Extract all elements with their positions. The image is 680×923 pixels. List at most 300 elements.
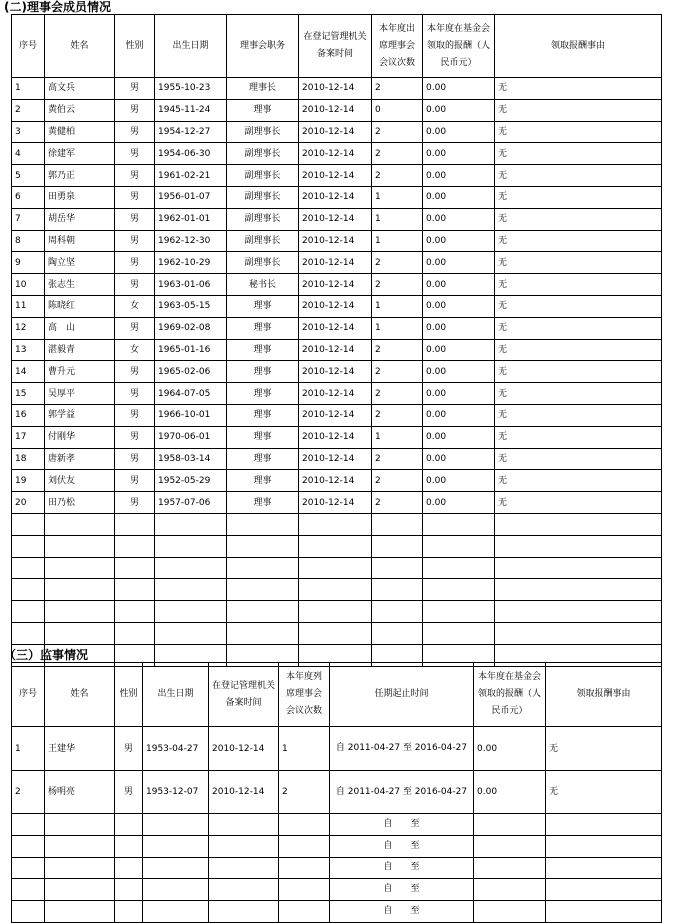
table-cell: [45, 622, 115, 644]
table-cell: 高 山: [45, 317, 115, 339]
table-cell: 8: [12, 230, 45, 252]
table-cell: 7: [12, 208, 45, 230]
table-row: [12, 99, 662, 121]
table-cell: [12, 557, 45, 579]
table-cell: 2: [372, 252, 423, 274]
table-cell: 理事: [227, 404, 299, 426]
table-cell: 陶立坚: [45, 252, 115, 274]
table-cell: [227, 601, 299, 623]
table-cell: 1: [372, 317, 423, 339]
table-cell: 1945-11-24: [155, 99, 227, 121]
table-cell: 男: [115, 121, 155, 143]
table-cell: 田乃松: [45, 492, 115, 514]
table-cell: [45, 557, 115, 579]
table-cell: [423, 622, 495, 644]
table-cell: [115, 879, 143, 901]
table-cell: 0: [372, 99, 423, 121]
table-cell: 理事: [227, 317, 299, 339]
table-cell: 2010-12-14: [299, 492, 372, 514]
table-cell: [279, 879, 330, 901]
table-cell: 陈晓红: [45, 295, 115, 317]
table-cell: [45, 535, 115, 557]
table-cell: 2: [372, 470, 423, 492]
table-cell: [279, 814, 330, 836]
table-header-row: [12, 663, 662, 727]
table-cell: [474, 901, 546, 923]
table-cell: [155, 601, 227, 623]
table-cell: 0.00: [423, 492, 495, 514]
table-cell: 无: [495, 361, 662, 383]
table-cell: [45, 901, 115, 923]
table-cell: 自 2011-04-27 至 2016-04-27: [330, 771, 474, 814]
table-cell: 2010-12-14: [299, 208, 372, 230]
table-cell: 男: [115, 230, 155, 252]
table-cell: 4: [12, 143, 45, 165]
table-cell: 2: [372, 165, 423, 187]
table-row: [12, 814, 662, 836]
supervisor-section-title: （三）监事情况: [4, 648, 89, 662]
table-cell: [12, 835, 45, 857]
column-header: 在登记管理机关备案时间: [209, 663, 279, 727]
table-cell: [143, 835, 209, 857]
table-cell: 理事: [227, 470, 299, 492]
table-cell: [115, 857, 143, 879]
table-cell: [495, 601, 662, 623]
table-cell: 男: [115, 771, 143, 814]
table-cell: 15: [12, 383, 45, 405]
table-cell: 2010-12-14: [299, 252, 372, 274]
table-cell: [209, 879, 279, 901]
table-cell: 1: [372, 186, 423, 208]
table-cell: 2: [12, 771, 45, 814]
table-cell: 9: [12, 252, 45, 274]
table-cell: 男: [115, 78, 155, 100]
table-cell: 自 至: [330, 901, 474, 923]
table-row: [12, 186, 662, 208]
table-cell: [423, 601, 495, 623]
table-header-row: [12, 15, 662, 78]
table-cell: 1963-05-15: [155, 295, 227, 317]
table-cell: 2010-12-14: [299, 383, 372, 405]
table-cell: 男: [115, 492, 155, 514]
table-cell: 0.00: [423, 383, 495, 405]
table-cell: [115, 901, 143, 923]
table-cell: 男: [115, 404, 155, 426]
table-cell: 1962-12-30: [155, 230, 227, 252]
table-cell: [115, 579, 155, 601]
table-cell: [143, 857, 209, 879]
table-cell: [474, 835, 546, 857]
table-cell: 1965-02-06: [155, 361, 227, 383]
table-cell: [299, 579, 372, 601]
table-cell: [495, 557, 662, 579]
table-cell: 副理事长: [227, 143, 299, 165]
table-cell: 2: [372, 448, 423, 470]
table-cell: 副理事长: [227, 186, 299, 208]
table-cell: 2: [372, 78, 423, 100]
table-cell: 2010-12-14: [299, 404, 372, 426]
table-row: [12, 426, 662, 448]
column-header: 序号: [12, 663, 45, 727]
table-cell: 18: [12, 448, 45, 470]
table-cell: 0.00: [423, 208, 495, 230]
supervisors-table: [11, 662, 662, 923]
table-cell: 无: [495, 99, 662, 121]
table-cell: 男: [115, 727, 143, 771]
table-cell: [546, 901, 662, 923]
table-cell: [115, 601, 155, 623]
table-cell: 无: [495, 448, 662, 470]
table-cell: [299, 535, 372, 557]
table-cell: 理事: [227, 383, 299, 405]
table-cell: [115, 814, 143, 836]
table-cell: [227, 513, 299, 535]
table-cell: [546, 879, 662, 901]
table-row: [12, 208, 662, 230]
table-cell: 黄健柏: [45, 121, 115, 143]
table-cell: 0.00: [423, 186, 495, 208]
table-cell: [227, 579, 299, 601]
table-cell: 2010-12-14: [299, 186, 372, 208]
table-cell: 胡岳华: [45, 208, 115, 230]
table-cell: 13: [12, 339, 45, 361]
table-cell: [12, 513, 45, 535]
table-cell: 周科朝: [45, 230, 115, 252]
table-cell: [546, 835, 662, 857]
table-cell: 0.00: [423, 121, 495, 143]
table-cell: [227, 535, 299, 557]
table-row: [12, 230, 662, 252]
table-cell: 10: [12, 274, 45, 296]
table-cell: 1964-07-05: [155, 383, 227, 405]
table-cell: 无: [495, 143, 662, 165]
table-cell: [372, 535, 423, 557]
table-cell: 2010-12-14: [209, 771, 279, 814]
table-cell: 副理事长: [227, 165, 299, 187]
table-cell: 湛毅青: [45, 339, 115, 361]
table-cell: 1957-07-06: [155, 492, 227, 514]
board-section-title: (二)理事会成员情况: [4, 0, 111, 14]
table-cell: 男: [115, 165, 155, 187]
table-cell: 自 至: [330, 835, 474, 857]
table-cell: 理事长: [227, 78, 299, 100]
table-cell: 2: [372, 361, 423, 383]
table-cell: 0.00: [474, 771, 546, 814]
table-cell: 曹升元: [45, 361, 115, 383]
table-cell: 理事: [227, 99, 299, 121]
table-row: [12, 901, 662, 923]
table-cell: 2010-12-14: [299, 99, 372, 121]
table-cell: 0.00: [423, 361, 495, 383]
table-row: [12, 121, 662, 143]
table-cell: 男: [115, 208, 155, 230]
table-cell: 1953-04-27: [143, 727, 209, 771]
table-cell: 男: [115, 448, 155, 470]
table-cell: 14: [12, 361, 45, 383]
table-cell: 3: [12, 121, 45, 143]
table-cell: 0.00: [423, 295, 495, 317]
table-cell: 副理事长: [227, 208, 299, 230]
column-header: 理事会职务: [227, 15, 299, 78]
table-cell: 无: [495, 186, 662, 208]
table-cell: 无: [495, 295, 662, 317]
table-cell: 6: [12, 186, 45, 208]
table-row: [12, 317, 662, 339]
table-cell: [155, 557, 227, 579]
table-cell: 2010-12-14: [299, 230, 372, 252]
table-cell: 2010-12-14: [299, 317, 372, 339]
table-cell: [115, 622, 155, 644]
table-cell: 2010-12-14: [299, 361, 372, 383]
table-cell: 11: [12, 295, 45, 317]
table-cell: 理事: [227, 361, 299, 383]
table-cell: 1962-10-29: [155, 252, 227, 274]
table-cell: 2010-12-14: [209, 727, 279, 771]
table-cell: 0.00: [423, 404, 495, 426]
table-row: [12, 557, 662, 579]
table-cell: [372, 579, 423, 601]
table-cell: 1963-01-06: [155, 274, 227, 296]
table-cell: [45, 814, 115, 836]
column-header: 姓名: [45, 663, 115, 727]
table-row: [12, 165, 662, 187]
table-cell: 0.00: [423, 143, 495, 165]
table-cell: [372, 622, 423, 644]
table-cell: 2010-12-14: [299, 121, 372, 143]
table-cell: 郭学益: [45, 404, 115, 426]
table-cell: 1: [279, 727, 330, 771]
table-row: [12, 143, 662, 165]
table-cell: 0.00: [423, 99, 495, 121]
table-cell: [143, 814, 209, 836]
table-cell: [495, 622, 662, 644]
table-cell: 0.00: [423, 230, 495, 252]
table-cell: 0.00: [423, 317, 495, 339]
table-cell: 男: [115, 383, 155, 405]
table-cell: [155, 622, 227, 644]
table-cell: [45, 579, 115, 601]
table-row: [12, 78, 662, 100]
table-row: [12, 771, 662, 814]
table-cell: 副理事长: [227, 252, 299, 274]
table-cell: 1: [372, 230, 423, 252]
table-row: [12, 470, 662, 492]
table-cell: 自 2011-04-27 至 2016-04-27: [330, 727, 474, 771]
table-cell: 1: [372, 295, 423, 317]
table-cell: 无: [495, 404, 662, 426]
column-header: 出生日期: [143, 663, 209, 727]
table-cell: 副理事长: [227, 121, 299, 143]
table-cell: 男: [115, 317, 155, 339]
table-cell: 郭乃正: [45, 165, 115, 187]
table-row: [12, 857, 662, 879]
table-cell: [279, 901, 330, 923]
table-row: [12, 727, 662, 771]
table-cell: 0.00: [423, 165, 495, 187]
table-cell: 2: [372, 404, 423, 426]
table-cell: 1955-10-23: [155, 78, 227, 100]
table-cell: 2010-12-14: [299, 339, 372, 361]
table-cell: 0.00: [423, 252, 495, 274]
column-header: 本年度列席理事会会议次数: [279, 663, 330, 727]
table-cell: [299, 622, 372, 644]
table-row: [12, 513, 662, 535]
table-cell: 无: [495, 165, 662, 187]
table-cell: 黄伯云: [45, 99, 115, 121]
table-cell: [45, 879, 115, 901]
table-cell: [209, 814, 279, 836]
table-cell: 1965-01-16: [155, 339, 227, 361]
table-cell: [12, 857, 45, 879]
column-header: 性别: [115, 15, 155, 78]
table-cell: [423, 557, 495, 579]
table-cell: 2010-12-14: [299, 295, 372, 317]
table-cell: 2: [12, 99, 45, 121]
column-header: 性别: [115, 663, 143, 727]
table-cell: [279, 835, 330, 857]
column-header: 任期起止时间: [330, 663, 474, 727]
table-cell: [115, 557, 155, 579]
table-cell: 无: [495, 426, 662, 448]
table-cell: 无: [495, 230, 662, 252]
table-row: [12, 579, 662, 601]
table-cell: [299, 513, 372, 535]
table-cell: 2010-12-14: [299, 448, 372, 470]
table-cell: 5: [12, 165, 45, 187]
table-cell: [474, 857, 546, 879]
table-cell: 张志生: [45, 274, 115, 296]
table-cell: 副理事长: [227, 230, 299, 252]
table-cell: [143, 879, 209, 901]
table-cell: [299, 557, 372, 579]
table-row: [12, 404, 662, 426]
table-cell: [209, 901, 279, 923]
table-cell: 自 至: [330, 814, 474, 836]
table-cell: 田勇泉: [45, 186, 115, 208]
table-cell: 2010-12-14: [299, 78, 372, 100]
table-row: [12, 601, 662, 623]
table-cell: 1966-10-01: [155, 404, 227, 426]
column-header: 出生日期: [155, 15, 227, 78]
table-cell: 1961-02-21: [155, 165, 227, 187]
table-cell: 2010-12-14: [299, 143, 372, 165]
table-cell: [495, 535, 662, 557]
table-cell: 杨明亮: [45, 771, 115, 814]
table-cell: [423, 579, 495, 601]
table-cell: 男: [115, 426, 155, 448]
table-cell: 理事: [227, 448, 299, 470]
table-cell: 2010-12-14: [299, 426, 372, 448]
table-cell: [546, 814, 662, 836]
table-cell: 无: [495, 383, 662, 405]
table-cell: 男: [115, 99, 155, 121]
table-cell: 男: [115, 470, 155, 492]
table-cell: [12, 622, 45, 644]
table-cell: 1953-12-07: [143, 771, 209, 814]
table-cell: 无: [495, 317, 662, 339]
column-header: 领取报酬事由: [495, 15, 662, 78]
table-cell: 男: [115, 361, 155, 383]
table-cell: 1: [372, 208, 423, 230]
table-cell: 1969-02-08: [155, 317, 227, 339]
table-cell: [115, 835, 143, 857]
table-cell: 0.00: [423, 470, 495, 492]
table-cell: 无: [495, 252, 662, 274]
table-cell: [227, 622, 299, 644]
table-cell: 1954-12-27: [155, 121, 227, 143]
table-cell: [45, 601, 115, 623]
table-row: [12, 339, 662, 361]
table-cell: 无: [495, 121, 662, 143]
table-cell: 理事: [227, 295, 299, 317]
table-cell: 无: [546, 771, 662, 814]
table-cell: 2010-12-14: [299, 274, 372, 296]
table-cell: [495, 579, 662, 601]
table-cell: [143, 901, 209, 923]
table-cell: [227, 557, 299, 579]
table-row: [12, 835, 662, 857]
table-cell: 2: [279, 771, 330, 814]
table-cell: 2: [372, 274, 423, 296]
table-cell: [12, 814, 45, 836]
table-cell: 无: [495, 492, 662, 514]
table-cell: 0.00: [423, 78, 495, 100]
table-row: [12, 492, 662, 514]
table-cell: [474, 879, 546, 901]
table-cell: 2: [372, 492, 423, 514]
column-header: 序号: [12, 15, 45, 78]
table-cell: 12: [12, 317, 45, 339]
table-cell: [115, 513, 155, 535]
table-cell: 2: [372, 383, 423, 405]
table-cell: [372, 513, 423, 535]
table-cell: 女: [115, 339, 155, 361]
table-cell: 19: [12, 470, 45, 492]
table-cell: 0.00: [423, 339, 495, 361]
table-cell: 理事: [227, 339, 299, 361]
table-cell: 0.00: [474, 727, 546, 771]
table-cell: [279, 857, 330, 879]
table-cell: [12, 535, 45, 557]
table-cell: 2010-12-14: [299, 165, 372, 187]
column-header: 姓名: [45, 15, 115, 78]
table-cell: 高文兵: [45, 78, 115, 100]
table-row: [12, 383, 662, 405]
table-cell: 无: [495, 470, 662, 492]
table-cell: [546, 857, 662, 879]
table-row: [12, 448, 662, 470]
table-cell: 0.00: [423, 274, 495, 296]
table-cell: 2010-12-14: [299, 470, 372, 492]
table-cell: 男: [115, 186, 155, 208]
table-cell: 无: [495, 274, 662, 296]
table-cell: 2: [372, 339, 423, 361]
table-cell: [299, 601, 372, 623]
table-cell: 王建华: [45, 727, 115, 771]
table-row: [12, 535, 662, 557]
table-cell: 自 至: [330, 879, 474, 901]
table-cell: 徐建军: [45, 143, 115, 165]
table-cell: 吴厚平: [45, 383, 115, 405]
table-cell: 秘书长: [227, 274, 299, 296]
table-cell: 1954-06-30: [155, 143, 227, 165]
table-cell: 男: [115, 143, 155, 165]
table-cell: 0.00: [423, 448, 495, 470]
table-cell: 男: [115, 252, 155, 274]
table-cell: 唐新孝: [45, 448, 115, 470]
table-cell: 2: [372, 143, 423, 165]
table-cell: [45, 835, 115, 857]
